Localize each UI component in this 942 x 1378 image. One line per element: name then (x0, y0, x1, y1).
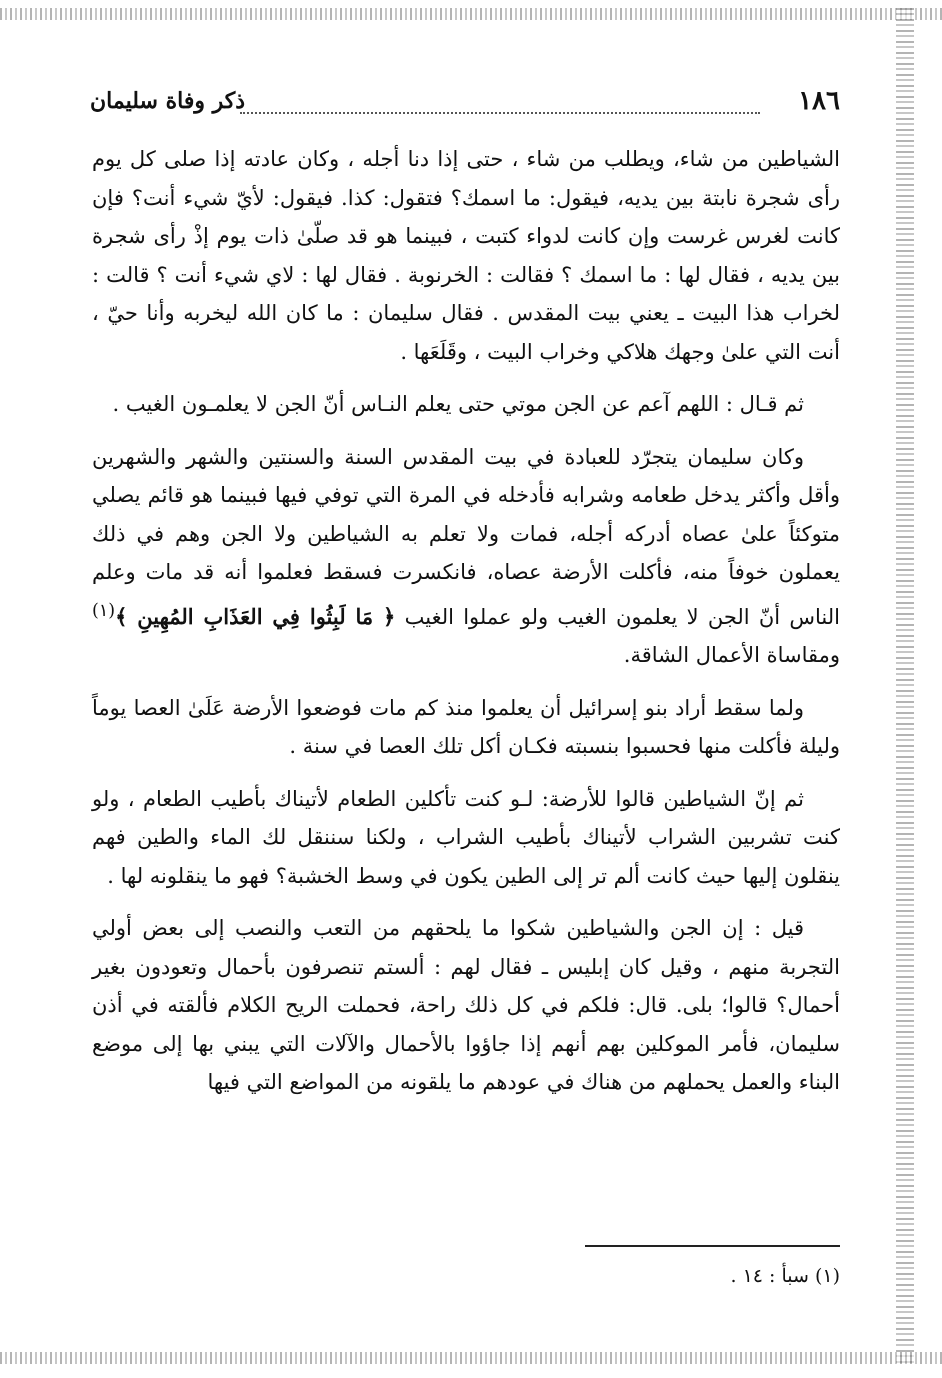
page-body (92, 140, 840, 1116)
paragraph-3 (92, 438, 840, 675)
page-number: ١٨٦ (798, 86, 840, 116)
running-title: ذكر وفاة سليمان (90, 88, 246, 114)
header-dotted-rule (240, 112, 760, 114)
footnote-separator (585, 1245, 840, 1247)
top-border-ornament (0, 8, 942, 20)
paragraph-6: قيل : إن الجن والشياطين شكوا ما يلحقهم من التعب والنصب إلى بعض أولي التجربة منهم ، وقيل كان إبليس ـ فقال لهم : ألستم تنصرفون بأحمال وتعودون بغير أحمال؟ قالوا؛ بلى. قال: فلكم في كل ذلك راحة، فحملت الريح الكلام فألقته في أذن سليمان، فأمر الموكلين بهم أنهم إذا جاؤوا بالأحمال والآلات التي يبني بها إلى موضع البناء والعمل يحملهم من هناك في عودهم ما يلقونه من المواضع التي فيها (92, 916, 840, 1094)
paragraph-5: ثم إنّ الشياطين قالوا للأرضة: لـو كنت تأكلين الطعام لأتيناك بأطيب الطعام ، ولو كنت تشربين الشراب لأتيناك بأطيب الشراب ، ولكنا سننقل لك الماء والطين فهم ينقلون إليها حيث كانت ألم تر إلى الطين يكون في وسط الخشبة؟ فهو ما ينقلونه لها . (92, 786, 840, 888)
paragraph-1: الشياطين من شاء، ويطلب من شاء ، حتى إذا دنا أجله ، وكان عادته إذا صلى كل يوم رأى شجرة نابتة بين يديه، فيقول: ما اسمك؟ فتقول: كذا. فيقول: لأيّ شيء أنت؟ فإن كانت لغرس غرست وإن كانت لدواء كتبت ، فبينما هو قد صلّىٰ ذات يوم إذْ رأى شجرة بين يديه ، فقال لها : ما اسمك ؟ فقالت : الخرنوبة . فقال لها : لاي شيء أنت ؟ قالت : لخراب هذا البيت ـ يعني بيت المقدس . فقال سليمان : ما كان الله ليخربه وأنا حيّ ، أنت التي علىٰ وجهك هلاكي وخراب البيت ، وقَلَعَها . (92, 147, 840, 364)
paragraph-3-tail: ومقاساة الأعمال الشاقة. (623, 643, 840, 667)
footnote-marker: (١) (92, 600, 116, 621)
right-border-ornament (896, 8, 914, 1364)
bottom-border-ornament (0, 1352, 942, 1364)
footnote: (١) سبأ : ١٤ . (730, 1265, 840, 1287)
paragraph-4: ولما سقط أراد بنو إسرائيل أن يعلموا منذ كم مات فوضعوا الأرضة عَلَىٰ العصا يوماً وليلة فأكلت منها فحسبوا بنسبته فكـان أكل تلك العصا في سنة . (92, 695, 840, 758)
paragraph-3-text: وكان سليمان يتجرّد للعبادة في بيت المقدس السنة والسنتين والشهر والشهرين وأقل وأكثر يدخل طعامه وشرابه فأدخله في المرة التي توفي فيها فبينما هو قائم يصلي متوكئاً علىٰ عصاه أدركه أجله، فمات ولا تعلم به الشياطين ولا الجن وهم في ذلك يعملون خوفاً منه، فأكلت الأرضة عصاه، فانكسرت فسقط فعلموا أنه قد مات وعلم الناس أنّ الجن لا يعلمون الغيب ولو عملوا الغيب (92, 444, 840, 629)
quran-verse: ﴿ مَا لَبِثُوا فِي العَذَابِ المُهِينِ ﴾ (115, 603, 396, 629)
page-header (90, 86, 840, 126)
paragraph-2: ثم قـال : اللهم آعم عن الجن موتي حتى يعلم النـاس أنّ الجن لا يعلمـون الغيب . (112, 392, 804, 416)
